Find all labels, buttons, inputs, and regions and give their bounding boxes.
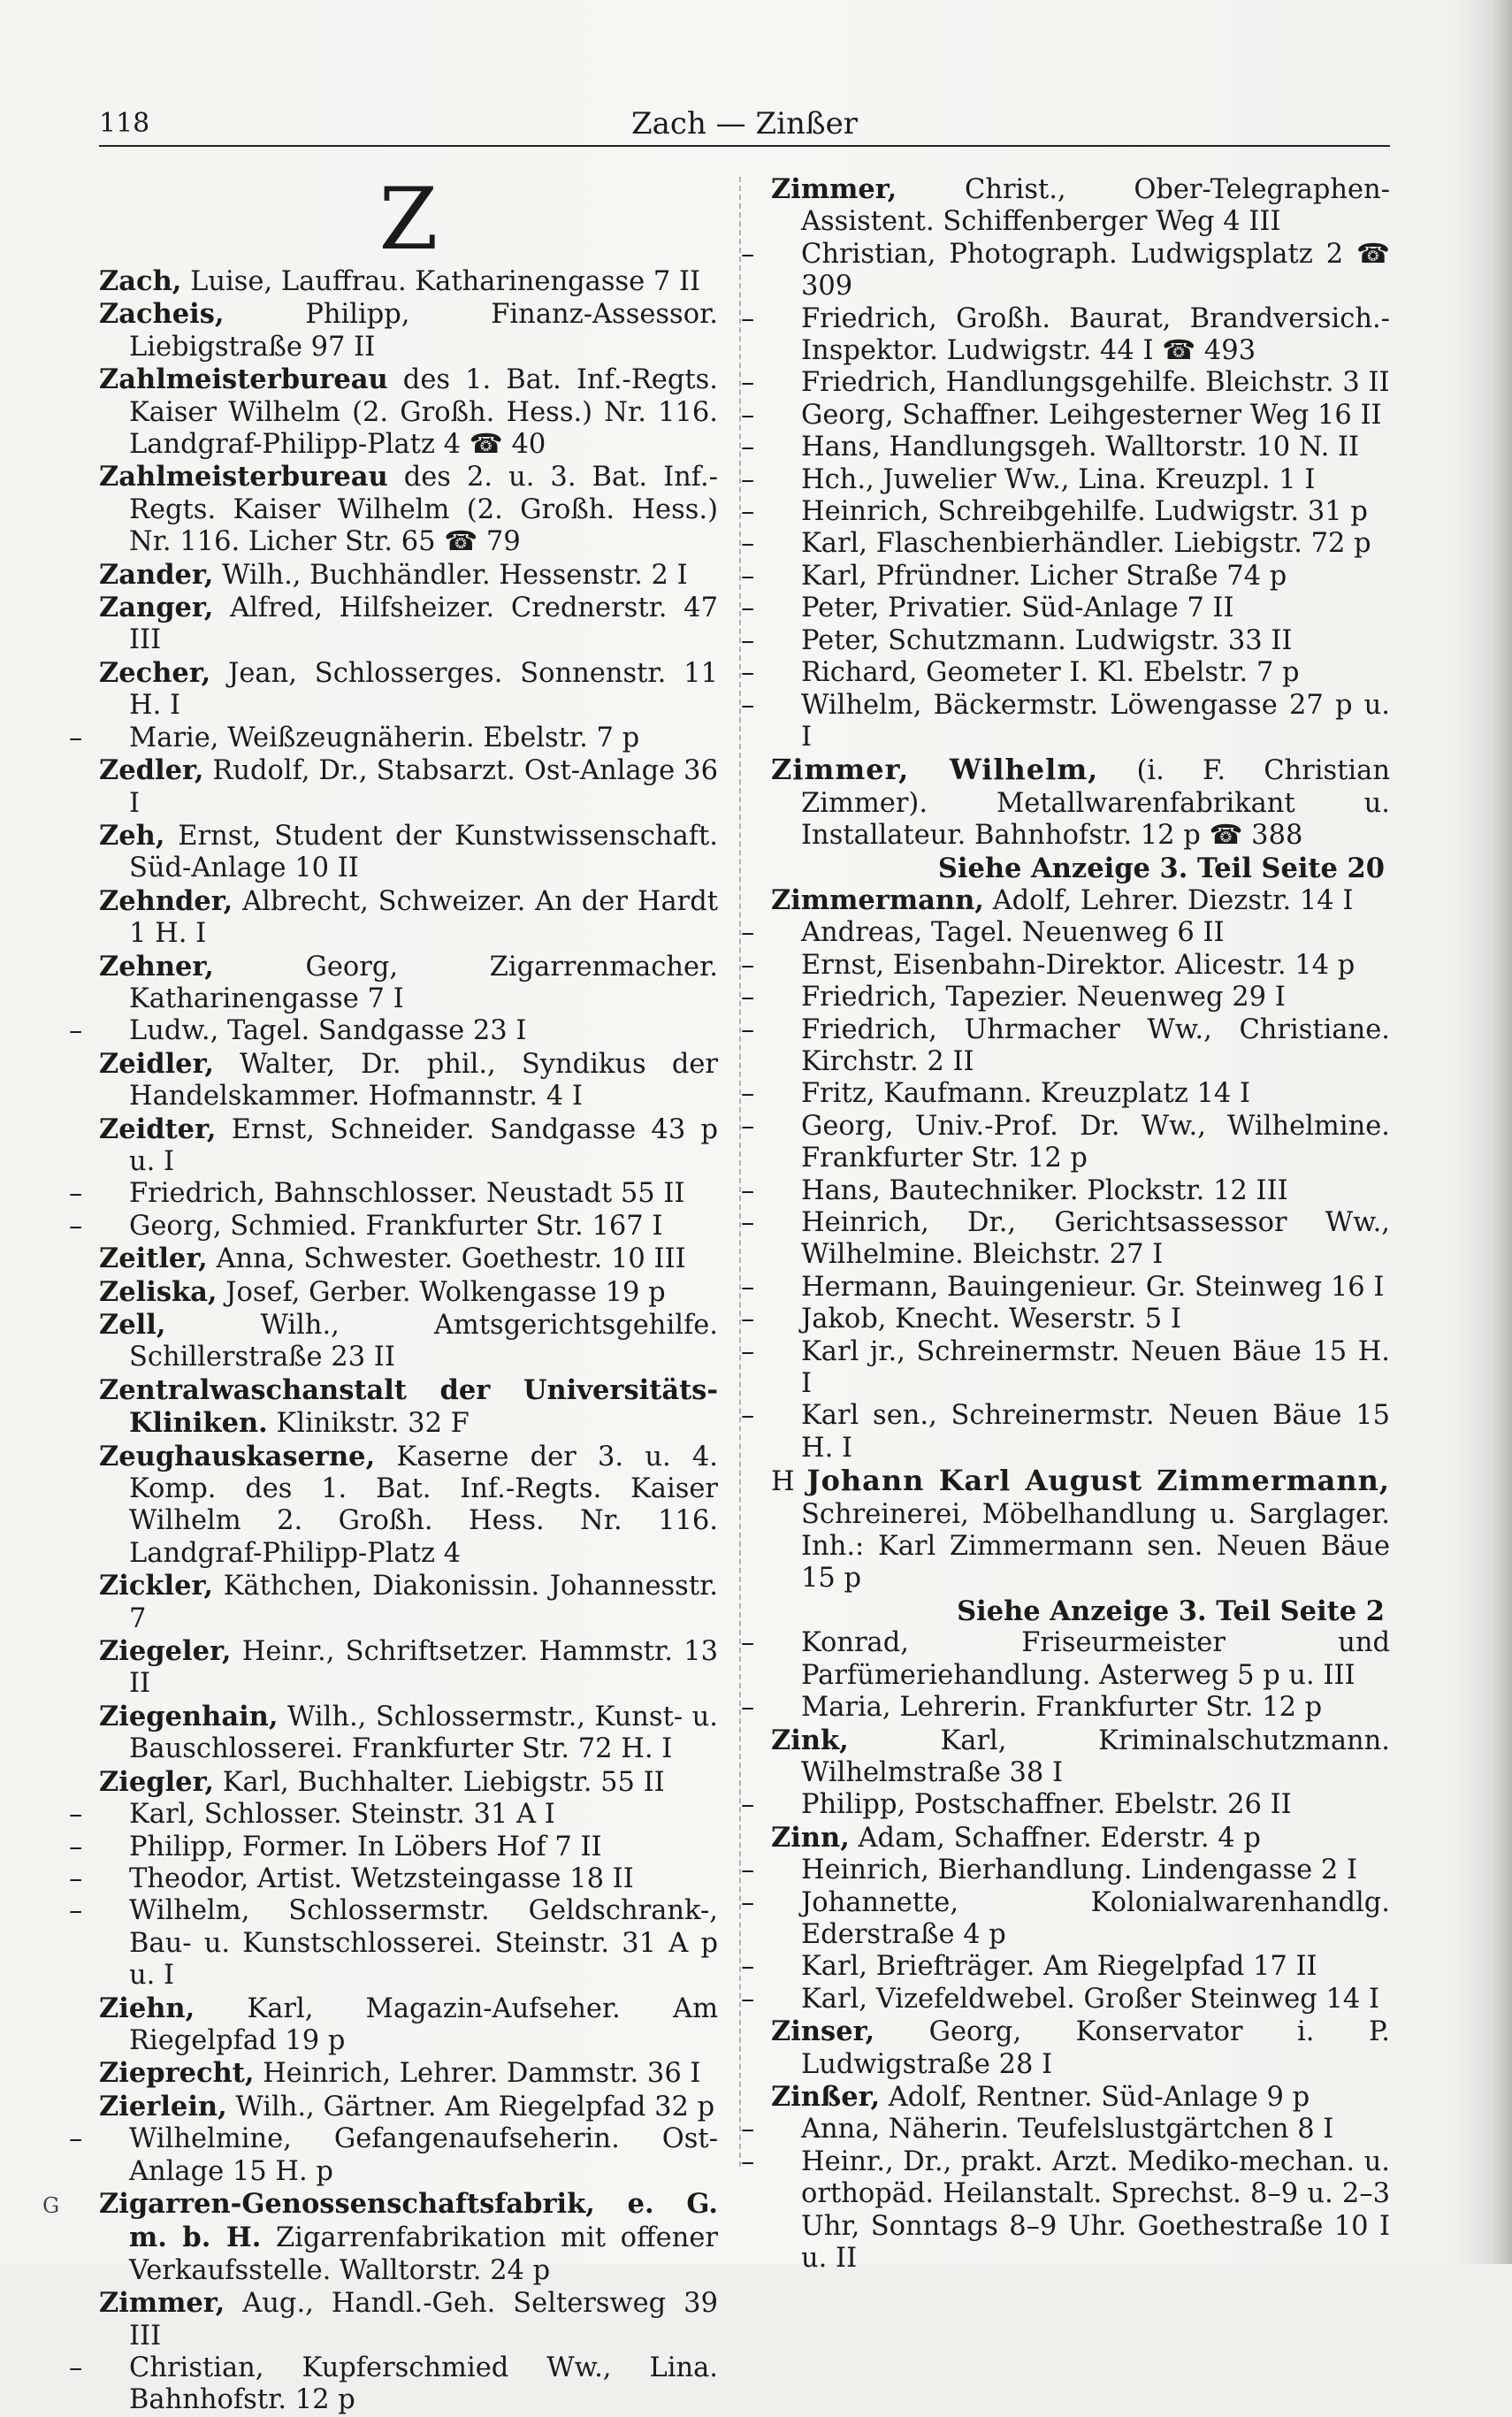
entry-name: Zell, [99, 1309, 166, 1341]
directory-subentry [741, 657, 1390, 689]
entry-text: Christian, Photograph. Ludwigsplatz 2 ☎ 309 [801, 238, 1390, 302]
directory-subentry [741, 560, 1390, 593]
entry-text: Karl sen., Schreinermstr. Neuen Bäue 15 H. I [801, 1400, 1390, 1464]
ditto-dash: – [741, 593, 755, 624]
directory-subentry [741, 1400, 1390, 1465]
entry-text: Wilhelm, Schlossermstr. Geldschrank-, Bau- u. Kunstschlosserei. Steinstr. 31 A p u. I [129, 1895, 718, 1992]
directory-subentry [741, 1304, 1390, 1335]
directory-entry [99, 1992, 718, 2058]
directory-subentry [741, 399, 1390, 432]
entry-text: Rudolf, Dr., Stabsarzt. Ost-Anlage 36 I [129, 755, 718, 819]
directory-subentry [741, 1627, 1390, 1692]
entry-text: Alfred, Hilfsheizer. Crednerstr. 47 III [129, 593, 718, 656]
entry-text: Ernst, Eisenbahn-Direktor. Alicestr. 14 p [801, 949, 1355, 981]
directory-entry [99, 1243, 718, 1275]
ditto-dash: – [741, 463, 755, 495]
directory-subentry [741, 917, 1390, 949]
entry-name: Zinn, [771, 1821, 850, 1854]
directory-subentry [741, 1271, 1390, 1304]
directory-subentry [69, 2123, 718, 2188]
entry-text: Ernst, Student der Kunstwissenschaft. Süd-Anlage 10 II [129, 820, 718, 884]
ditto-dash: – [741, 1207, 755, 1238]
entry-name: Zeidler, [99, 1047, 215, 1080]
entry-text: Georg, Schmied. Frankfurter Str. 167 I [129, 1210, 663, 1242]
ditto-dash: – [741, 1951, 755, 1983]
entry-name: Zimmer, [99, 2287, 225, 2320]
directory-subentry [741, 624, 1390, 657]
entry-text: Friedrich, Bahnschlosser. Neustadt 55 II [129, 1178, 685, 1210]
ditto-dash: – [69, 2123, 83, 2155]
directory-entry [99, 2091, 718, 2123]
directory-entry [99, 820, 718, 885]
ditto-dash: – [741, 496, 755, 528]
directory-subentry [741, 1207, 1390, 1272]
header-rule [99, 145, 1390, 147]
directory-entry [771, 173, 1390, 239]
entry-text: Friedrich, Handlungsgehilfe. Bleichstr. 3 II [801, 367, 1390, 399]
entry-text: Jean, Schlosserges. Sonnenstr. 11 H. I [129, 657, 718, 722]
ditto-dash: – [741, 624, 755, 656]
directory-entry [99, 1048, 718, 1113]
entry-text: Maria, Lehrerin. Frankfurter Str. 12 p [801, 1692, 1323, 1724]
directory-subentry [741, 1013, 1390, 1079]
entry-text: Theodor, Artist. Wetzsteingasse 18 II [129, 1862, 634, 1894]
directory-entry [771, 1822, 1390, 1855]
entry-text: Anna, Schwester. Goethestr. 10 III [207, 1243, 686, 1275]
directory-entry [99, 461, 718, 558]
ditto-dash: – [741, 1110, 755, 1142]
entry-text: Heinr., Schriftsetzer. Hammstr. 13 II [129, 1636, 718, 1700]
directory-entry [99, 657, 718, 723]
directory-subentry [741, 496, 1390, 528]
entry-text: Philipp, Former. In Löbers Hof 7 II [129, 1831, 602, 1862]
ditto-dash: – [741, 1400, 755, 1432]
ditto-dash: – [741, 982, 755, 1013]
entry-name: Zimmermann, [771, 883, 984, 916]
entry-text: Zigarrenfabrikation mit offener Verkaufsstelle. Walltorstr. 24 p [129, 2222, 718, 2286]
ditto-dash: – [741, 1078, 755, 1110]
entry-text: Adolf, Rentner. Süd-Anlage 9 p [880, 2081, 1310, 2113]
entry-text: Adam, Schaffner. Ederstr. 4 p [849, 1822, 1261, 1854]
section-letter: Z [378, 170, 439, 269]
entry-text: Philipp, Postschaffner. Ebelstr. 26 II [801, 1789, 1292, 1821]
entry-name: Zimmer, Wilhelm, [771, 753, 1099, 787]
directory-subentry [741, 1692, 1390, 1724]
entry-name: Zander, [99, 558, 214, 591]
directory-subentry [741, 1110, 1390, 1175]
entry-text: Josef, Gerber. Wolkengasse 19 p [217, 1276, 666, 1308]
ditto-dash: – [741, 432, 755, 463]
left-entry-list [42, 265, 718, 2417]
directory-subentry [741, 1983, 1390, 2015]
ditto-dash: – [741, 1789, 755, 1821]
entry-name: Zedler, [99, 754, 204, 787]
directory-subentry [69, 722, 718, 754]
ditto-dash: – [741, 1013, 755, 1045]
directory-entry [99, 1570, 718, 1635]
directory-entry [42, 2187, 718, 2287]
directory-subentry [741, 689, 1390, 754]
entry-text: Karl, Schlosser. Steinstr. 31 A I [129, 1799, 555, 1831]
entry-name: Zanger, [99, 592, 214, 624]
entry-name: Zigarren-Genossenschaftsfabrik, e. G. m. b. H. [99, 2187, 718, 2254]
directory-entry [99, 592, 718, 657]
entry-name: Zehnder, [99, 884, 233, 917]
ditto-dash: – [741, 560, 755, 592]
ditto-dash: – [741, 1627, 755, 1659]
directory-subentry [741, 238, 1390, 303]
page-number: 118 [99, 108, 150, 139]
entry-name: Zeh, [99, 819, 165, 852]
directory-entry [99, 2287, 718, 2352]
entry-text: Hans, Bautechniker. Plockstr. 12 III [801, 1174, 1288, 1206]
directory-entry [99, 1701, 718, 1766]
entry-name: Johann Karl August Zimmermann, [806, 1464, 1391, 1498]
entry-name: Zickler, [99, 1570, 214, 1602]
entry-text: Richard, Geometer I. Kl. Ebelstr. 7 p [801, 657, 1300, 689]
entry-text: des 1. Bat. Inf.-Regts. Kaiser Wilhelm (2. Großh. Hess.) Nr. 116. Landgraf-Philipp-Platz 4 ☎ 40 [129, 364, 718, 461]
directory-subentry [741, 528, 1390, 560]
directory-subentry [741, 1855, 1390, 1886]
entry-text: Peter, Privatier. Süd-Anlage 7 II [801, 593, 1234, 624]
entry-name: Zierlein, [99, 2090, 227, 2123]
entry-text: Christ., Ober-Telegraphen-Assistent. Schiffenberger Weg 4 III [801, 174, 1390, 238]
entry-name: Zahlmeisterbureau [99, 461, 388, 493]
directory-entry [771, 2015, 1390, 2081]
ditto-dash: – [741, 1855, 755, 1886]
entry-name: Zacheis, [99, 298, 225, 331]
directory-entry [771, 753, 1390, 852]
entry-text: Friedrich, Tapezier. Neuenweg 29 I [801, 982, 1286, 1013]
directory-entry [99, 754, 718, 820]
entry-text: Philipp, Finanz-Assessor. Liebigstraße 97 II [129, 299, 718, 363]
directory-entry [99, 2057, 718, 2090]
entry-text: Karl, Buchhalter. Liebigstr. 55 II [214, 1766, 665, 1798]
directory-subentry [741, 2114, 1390, 2145]
entry-name: Zink, [771, 1724, 849, 1756]
ditto-dash: – [741, 1983, 755, 2015]
ditto-dash: – [741, 1304, 755, 1335]
directory-subentry [741, 1078, 1390, 1110]
entry-text: Friedrich, Großh. Baurat, Brandversich.-Inspektor. Ludwigstr. 44 I ☎ 493 [801, 302, 1390, 367]
ditto-dash: – [69, 722, 83, 753]
ditto-dash: – [741, 2145, 755, 2177]
entry-text: Georg, Univ.-Prof. Dr. Ww., Wilhelmine. Frankfurter Str. 12 p [801, 1110, 1390, 1174]
entry-name: Zeliska, [99, 1275, 218, 1308]
ditto-dash: – [741, 302, 755, 334]
marginal-mark: G [42, 2192, 60, 2218]
ditto-dash: – [741, 917, 755, 949]
directory-subentry [69, 1831, 718, 1863]
entry-text: Klinikstr. 32 F [267, 1408, 470, 1440]
entry-text: Albrecht, Schweizer. An der Hardt 1 H. I [129, 885, 718, 950]
entry-text: Wilh., Gärtner. Am Riegelpfad 32 p [226, 2091, 715, 2123]
directory-subentry [69, 1210, 718, 1243]
entry-name: Zinßer, [771, 2080, 881, 2113]
directory-subentry [741, 367, 1390, 399]
entry-text: Marie, Weißzeugnäherin. Ebelstr. 7 p [129, 722, 640, 753]
directory-entry [99, 1113, 718, 1179]
directory-subentry [741, 432, 1390, 463]
entry-text: Christian, Kupferschmied Ww., Lina. Bahnhofstr. 12 p [129, 2352, 718, 2416]
entry-text: Peter, Schutzmann. Ludwigstr. 33 II [801, 624, 1293, 656]
ditto-dash: – [741, 2114, 755, 2145]
entry-text: Ludw., Tagel. Sandgasse 23 I [129, 1015, 527, 1047]
directory-subentry [69, 2352, 718, 2417]
ditto-dash: – [69, 2352, 83, 2383]
directory-subentry [741, 1174, 1390, 1207]
ditto-dash: – [741, 689, 755, 721]
ditto-dash: – [69, 1210, 83, 1242]
directory-subentry [741, 1789, 1390, 1821]
entry-text: Wilh., Amtsgerichtsgehilfe. Schillerstraße 23 II [129, 1310, 718, 1373]
left-column [42, 170, 718, 2416]
entry-text: Konrad, Friseurmeister und Parfümeriehandlung. Asterweg 5 p u. III [801, 1627, 1390, 1691]
entry-name: Zeitler, [99, 1243, 208, 1275]
entry-text: Aug., Handl.-Geh. Seltersweg 39 III [129, 2288, 718, 2352]
ditto-dash: – [741, 528, 755, 560]
directory-subentry [69, 1799, 718, 1831]
entry-name: Zentralwaschanstalt der Universitäts-Kliniken. [99, 1373, 718, 1440]
ditto-dash: – [741, 1692, 755, 1724]
entry-text: Heinr., Dr., prakt. Arzt. Mediko-mechan. u. orthopäd. Heilanstalt. Sprechst. 8–9 u. 2–3 Uhr, Sonntags 8–9 Uhr. Goethestraße 10 I u. II [801, 2145, 1390, 2274]
ditto-dash: – [741, 367, 755, 399]
entry-text: Hch., Juwelier Ww., Lina. Kreuzpl. 1 I [801, 463, 1316, 495]
entry-text: Wilhelmine, Gefangenaufseherin. Ost-Anlage 15 H. p [129, 2123, 718, 2187]
directory-subentry [69, 1862, 718, 1895]
entry-name: Ziegler, [99, 1765, 215, 1798]
directory-subentry [741, 982, 1390, 1013]
entry-text: Anna, Näherin. Teufelslustgärtchen 8 I [801, 2114, 1334, 2145]
entry-text: Karl, Kriminalschutzmann. Wilhelmstraße 38 I [801, 1725, 1390, 1788]
entry-name: Zahlmeisterbureau [99, 363, 388, 396]
entry-text: Fritz, Kaufmann. Kreuzplatz 14 I [801, 1078, 1251, 1110]
entry-prefix: H [771, 1466, 807, 1498]
advert-reference: Siehe Anzeige 3. Teil Seite 2 [957, 1595, 1385, 1627]
directory-entry [99, 1276, 718, 1309]
ditto-dash: – [741, 399, 755, 431]
directory-entry [99, 1374, 718, 1441]
right-column [741, 173, 1391, 2274]
directory-subentry [69, 1015, 718, 1047]
entry-name: Zieprecht, [99, 2057, 255, 2090]
entry-text: Karl, Magazin-Aufseher. Am Riegelpfad 19 p [129, 1992, 718, 2056]
directory-subentry [741, 1951, 1390, 1983]
entry-name: Ziegenhain, [99, 1700, 279, 1732]
entry-text: Wilhelm, Bäckermstr. Löwengasse 27 p u. I [801, 689, 1390, 753]
directory-subentry [741, 1886, 1390, 1952]
ditto-dash: – [69, 1862, 83, 1894]
directory-subentry [741, 463, 1390, 496]
entry-text: Kaserne der 3. u. 4. Komp. des 1. Bat. Inf.-Regts. Kaiser Wilhelm 2. Großh. Hess. Nr. 116. Landgraf-Philipp-Platz 4 [129, 1441, 718, 1569]
directory-entry [99, 1309, 718, 1374]
directory-entry [771, 2081, 1390, 2114]
entry-text: Karl, Vizefeldwebel. Großer Steinweg 14 I [801, 1983, 1380, 2015]
entry-text: Georg, Schaffner. Leihgesterner Weg 16 II [801, 399, 1382, 431]
ditto-dash: – [69, 1178, 83, 1210]
entry-text: Karl jr., Schreinermstr. Neuen Bäue 15 H. I [801, 1335, 1390, 1400]
entry-text: Heinrich, Bierhandlung. Lindengasse 2 I [801, 1855, 1358, 1886]
entry-name: Zeidter, [99, 1113, 217, 1145]
entry-text: Karl, Pfründner. Licher Straße 74 p [801, 560, 1287, 592]
entry-text: Heinrich, Lehrer. Dammstr. 36 I [254, 2058, 701, 2090]
entry-text: Wilh., Schlossermstr., Kunst- u. Bauschlosserei. Frankfurter Str. 72 H. I [129, 1701, 718, 1765]
right-entry-list [741, 173, 1391, 2275]
entry-text: Friedrich, Uhrmacher Ww., Christiane. Kirchstr. 2 II [801, 1013, 1390, 1077]
entry-name: Zimmer, [771, 173, 897, 205]
ditto-dash: – [741, 1886, 755, 1918]
directory-entry [99, 885, 718, 951]
ditto-dash: – [741, 949, 755, 981]
directory-entry [771, 1465, 1390, 1595]
directory-entry [99, 1635, 718, 1701]
ditto-dash: – [741, 238, 755, 270]
entry-text: Schreinerei, Möbelhandlung u. Sarglager. Inh.: Karl Zimmermann sen. Neuen Bäue 15 p [801, 1498, 1390, 1595]
ditto-dash: – [741, 1335, 755, 1367]
ditto-dash: – [69, 1831, 83, 1862]
entry-name: Zinser, [771, 2015, 875, 2048]
entry-text: Hans, Handlungsgeh. Walltorstr. 10 N. II [801, 432, 1360, 463]
entry-text: Käthchen, Diakonissin. Johannesstr. 7 [129, 1571, 718, 1634]
ditto-dash: – [69, 1895, 83, 1927]
entry-text: Johannette, Kolonialwarenhandlg. Ederstraße 4 p [801, 1886, 1390, 1950]
entry-text: Karl, Flaschenbierhändler. Liebigstr. 72 p [801, 528, 1371, 560]
directory-entry [99, 265, 718, 298]
ditto-dash: – [741, 657, 755, 689]
entry-text: Hermann, Bauingenieur. Gr. Steinweg 16 I [801, 1271, 1385, 1303]
entry-name: Zecher, [99, 656, 211, 689]
entry-text: Ernst, Schneider. Sandgasse 43 p u. I [129, 1113, 718, 1177]
directory-subentry [741, 2145, 1390, 2275]
entry-text: Walter, Dr. phil., Syndikus der Handelskammer. Hofmannstr. 4 I [129, 1048, 718, 1113]
advert-reference: Siehe Anzeige 3. Teil Seite 20 [937, 852, 1385, 884]
directory-entry [99, 298, 718, 363]
directory-subentry [741, 593, 1390, 624]
entry-text: Heinrich, Dr., Gerichtsassessor Ww., Wilhelmine. Bleichstr. 27 I [801, 1207, 1390, 1271]
entry-name: Ziegeler, [99, 1635, 232, 1668]
page-header [99, 104, 1390, 147]
entry-text: Luise, Lauffrau. Katharinengasse 7 II [181, 266, 701, 297]
directory-subentry [69, 1895, 718, 1992]
entry-text: Karl, Briefträger. Am Riegelpfad 17 II [801, 1951, 1317, 1983]
directory-entry [99, 951, 718, 1016]
directory-entry [99, 559, 718, 592]
running-head: Zach — Zinßer [631, 106, 858, 142]
directory-subentry [741, 1335, 1390, 1401]
directory-entry [771, 884, 1390, 917]
directory-entry [99, 363, 718, 461]
page-edge [1494, 0, 1512, 2264]
entry-name: Zehner, [99, 950, 214, 983]
ditto-dash: – [69, 1799, 83, 1831]
directory-subentry [741, 302, 1390, 368]
directory-entry [99, 1766, 718, 1799]
entry-text: Wilh., Buchhändler. Hessenstr. 2 I [213, 559, 688, 591]
directory-subentry [741, 949, 1390, 982]
entry-text: Adolf, Lehrer. Diezstr. 14 I [983, 884, 1354, 916]
entry-name: Zach, [99, 265, 182, 297]
entry-text: Andreas, Tagel. Neuenweg 6 II [801, 917, 1225, 949]
ditto-dash: – [69, 1015, 83, 1047]
entry-text: Georg, Konservator i. P. Ludwigstraße 28 I [801, 2016, 1390, 2080]
entry-text: Heinrich, Schreibgehilfe. Ludwigstr. 31 p [801, 496, 1368, 528]
entry-text: (i. F. Christian Zimmer). Metallwarenfabrikant u. Installateur. Bahnhofstr. 12 p ☎ 388 [801, 755, 1390, 852]
entry-text: Jakob, Knecht. Weserstr. 5 I [801, 1304, 1181, 1335]
ditto-dash: – [741, 1271, 755, 1303]
entry-name: Ziehn, [99, 1992, 195, 2024]
ditto-dash: – [741, 1174, 755, 1206]
directory-subentry [69, 1178, 718, 1210]
entry-name: Zeughauskaserne, [99, 1440, 376, 1472]
entry-text: des 2. u. 3. Bat. Inf.-Regts. Kaiser Wilhelm (2. Großh. Hess.) Nr. 116. Licher Str. 65 ☎ 79 [129, 462, 718, 558]
directory-entry [99, 1441, 718, 1571]
entry-text: Georg, Zigarrenmacher. Katharinengasse 7 I [129, 951, 718, 1014]
directory-entry [771, 1725, 1390, 1790]
